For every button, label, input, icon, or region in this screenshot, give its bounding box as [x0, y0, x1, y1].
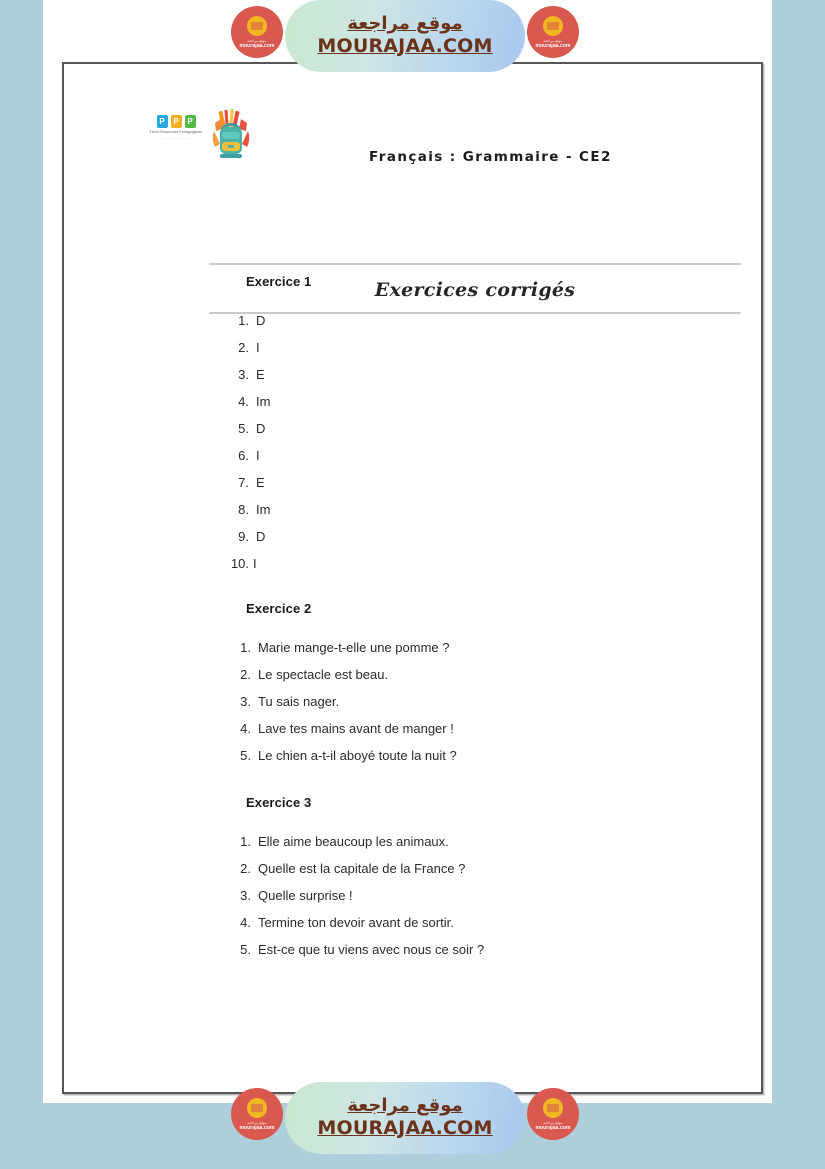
item-text: D	[256, 421, 266, 436]
list-item	[229, 557, 749, 570]
section-heading: Exercice 3	[246, 795, 312, 810]
list-item	[229, 368, 749, 381]
banner-arabic-text: موقع مراجعة	[347, 13, 463, 35]
badge-arabic-caption: موقع مراجعة	[247, 1120, 267, 1125]
list-item	[229, 449, 749, 462]
banner-site-link[interactable]: MOURAJAA.COM	[317, 34, 493, 57]
badge-url-caption: mourajaa.com	[239, 42, 275, 49]
document-title: Exercices corrigés	[374, 279, 576, 301]
item-number: 10.	[230, 556, 249, 571]
item-text: Tu sais nager.	[258, 694, 340, 709]
section-exercice-3	[229, 795, 749, 956]
item-text: I	[256, 340, 260, 355]
page-title: Français : Grammaire - CE2	[369, 149, 612, 165]
logo-square-blue: P	[157, 115, 168, 128]
item-text: Quelle est la capitale de la France ?	[258, 861, 466, 876]
item-number: 1.	[238, 313, 249, 328]
item-number: 1.	[240, 834, 251, 849]
answer-list-1	[229, 314, 749, 570]
section-heading: Exercice 1	[246, 274, 312, 289]
item-text: I	[256, 448, 260, 463]
banner-site-link[interactable]: MOURAJAA.COM	[317, 1116, 493, 1139]
section-heading: Exercice 2	[246, 601, 312, 616]
badge-emblem-icon	[247, 16, 267, 36]
item-text: Elle aime beaucoup les animaux.	[258, 834, 449, 849]
logo-square-amber: P	[171, 115, 182, 128]
item-text: D	[256, 313, 266, 328]
badge-url-caption: mourajaa.com	[239, 1124, 275, 1131]
item-number: 3.	[238, 367, 249, 382]
item-text: Le chien a-t-il aboyé toute la nuit ?	[258, 748, 457, 763]
publisher-logo	[147, 115, 205, 149]
section-exercice-1	[229, 274, 749, 570]
list-item	[229, 668, 749, 681]
list-item	[229, 476, 749, 489]
item-text: Lave tes mains avant de manger !	[258, 721, 454, 736]
list-item	[229, 916, 749, 929]
item-number: 9.	[238, 529, 249, 544]
watermark-banner-bottom	[0, 1082, 825, 1154]
item-text: E	[256, 475, 265, 490]
list-item	[229, 722, 749, 735]
item-number: 3.	[240, 888, 251, 903]
list-item	[229, 695, 749, 708]
list-item	[229, 641, 749, 654]
mourajaa-badge-left	[231, 6, 283, 58]
answer-list-3	[229, 835, 749, 956]
item-number: 4.	[240, 721, 251, 736]
banner-text-group	[285, 0, 525, 72]
item-number: 6.	[238, 448, 249, 463]
list-item	[229, 749, 749, 762]
banner-text-group	[285, 1082, 525, 1154]
item-text: Le spectacle est beau.	[258, 667, 389, 682]
badge-url-caption: mourajaa.com	[535, 1124, 571, 1131]
logo-subcaption: — — — — — — —	[163, 136, 189, 140]
item-number: 5.	[240, 942, 251, 957]
item-text: Quelle surprise !	[258, 888, 353, 903]
badge-emblem-icon	[543, 1098, 563, 1118]
list-item	[229, 314, 749, 327]
item-number: 5.	[240, 748, 251, 763]
item-text: Termine ton devoir avant de sortir.	[258, 915, 454, 930]
item-number: 2.	[240, 667, 251, 682]
section-exercice-2	[229, 601, 749, 762]
list-item	[229, 503, 749, 516]
list-item	[229, 943, 749, 956]
item-text: E	[256, 367, 265, 382]
item-text: Im	[256, 502, 271, 517]
mourajaa-badge-left	[231, 1088, 283, 1140]
list-item	[229, 530, 749, 543]
item-number: 3.	[240, 694, 251, 709]
badge-arabic-caption: موقع مراجعة	[543, 1120, 563, 1125]
list-item	[229, 862, 749, 875]
item-text: Marie mange-t-elle une pomme ?	[258, 640, 450, 655]
list-item	[229, 889, 749, 902]
badge-emblem-icon	[247, 1098, 267, 1118]
logo-caption: Fiche Ressources Pédagogiques	[149, 130, 203, 134]
mourajaa-badge-right	[527, 1088, 579, 1140]
mourajaa-badge-right	[527, 6, 579, 58]
watermark-banner-top	[0, 0, 825, 72]
list-item	[229, 395, 749, 408]
item-number: 2.	[238, 340, 249, 355]
backpack-icon	[209, 109, 253, 161]
badge-arabic-caption: موقع مراجعة	[543, 38, 563, 43]
item-text: D	[256, 529, 266, 544]
item-number: 8.	[238, 502, 249, 517]
item-number: 4.	[238, 394, 249, 409]
document-frame	[62, 62, 763, 1094]
item-text: I	[253, 556, 257, 571]
item-number: 2.	[240, 861, 251, 876]
document-header	[147, 109, 767, 179]
banner-arabic-text: موقع مراجعة	[347, 1095, 463, 1117]
item-number: 5.	[238, 421, 249, 436]
list-item	[229, 422, 749, 435]
badge-arabic-caption: موقع مراجعة	[247, 38, 267, 43]
list-item	[229, 341, 749, 354]
item-number: 7.	[238, 475, 249, 490]
badge-emblem-icon	[543, 16, 563, 36]
item-text: Im	[256, 394, 271, 409]
answer-list-2	[229, 641, 749, 762]
logo-squares	[147, 115, 205, 128]
list-item	[229, 835, 749, 848]
logo-square-green: P	[185, 115, 196, 128]
item-number: 4.	[240, 915, 251, 930]
item-text: Est-ce que tu viens avec nous ce soir ?	[258, 942, 485, 957]
badge-url-caption: mourajaa.com	[535, 42, 571, 49]
item-number: 1.	[240, 640, 251, 655]
